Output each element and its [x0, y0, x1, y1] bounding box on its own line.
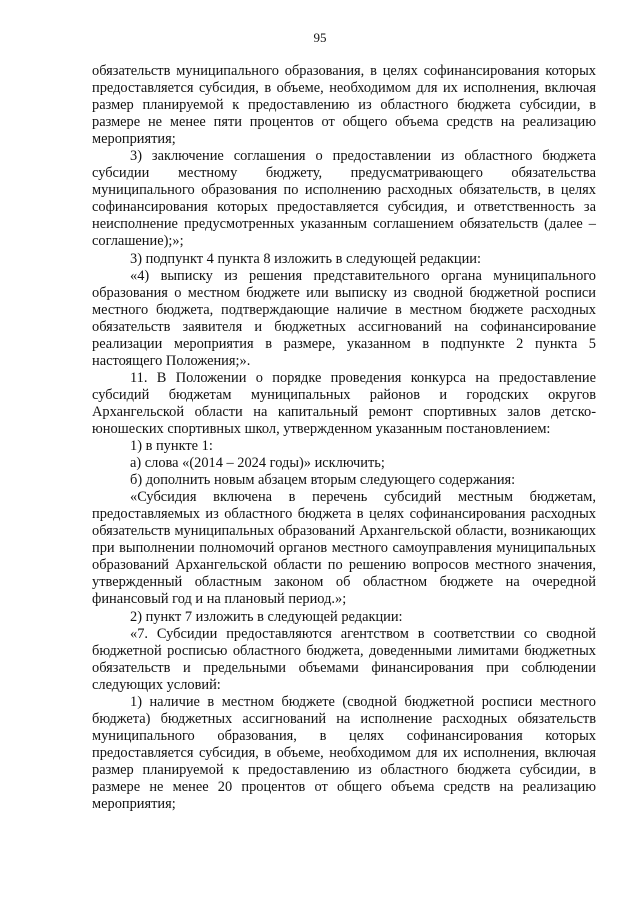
paragraph: «4) выписку из решения представительного органа муниципального образования о местном бюджете или выписку из сводной бюджетной росписи местного бюджета, подтверждающие наличие в местном бюджете расходных обязательств заявителя и бюджетных ассигнований на софинансирование реализации мероприятия в размере, указанном в подпункте 2 пункта 5 настоящего Положения;». — [92, 267, 596, 369]
paragraph: б) дополнить новым абзацем вторым следующего содержания: — [130, 472, 516, 489]
paragraph: «Субсидия включена в перечень субсидий местным бюджетам, предоставляемых из областного бюджета в целях софинансирования расходных обязательств муниципальных образований Архангельской области, возникающих при выполнении полномочий органов местного самоуправления муниципальных образований Архангельской области по решению вопросов местного значения, утвержденный областным законом об областном бюджете на очередной финансовый год и на плановый период.»; — [92, 489, 596, 608]
paragraph: 1) наличие в местном бюджете (сводной бюджетной росписи местного бюджета) бюджетных ассигнований на исполнение расходных обязательств муниципального образования, в целях софинансирования которых предоставляется субсидия, в объеме, необходимом для их исполнения, включая размер планируемой к предоставлению из областного бюджета субсидии, в размере не менее 20 процентов от общего объема средств на реализацию мероприятия; — [92, 693, 596, 813]
page-number: 95 — [313, 30, 327, 45]
paragraph: 2) пункт 7 изложить в следующей редакции: — [130, 608, 403, 625]
paragraph: 11. В Положении о порядке проведения конкурса на предоставление субсидий бюджетам муниципальных районов и городских округов Архангельской области на капитальный ремонт спортивных залов детско-юношеских спортивных школ, утвержденном указанным постановлением: — [92, 369, 596, 437]
paragraph: а) слова «(2014 – 2024 годы)» исключить; — [130, 455, 385, 472]
paragraph: 3) заключение соглашения о предоставлении из областного бюджета субсидии местному бюджету, предусматривающего обязательства муниципального образования по исполнению расходных обязательств, в целях софинансирования которых предоставляется субсидия, и ответственность за неисполнение предусмотренных указанным соглашением обязательств (далее – соглашение);»; — [92, 148, 596, 250]
paragraph: 3) подпункт 4 пункта 8 изложить в следующей редакции: — [130, 250, 481, 267]
document-body — [92, 63, 596, 813]
paragraph: «7. Субсидии предоставляются агентством в соответствии со сводной бюджетной росписью областного бюджета, доведенными лимитами бюджетных обязательств и предельными объемами финансирования при соблюдении следующих условий: — [92, 625, 596, 693]
paragraph: обязательств муниципального образования, в целях софинансирования которых предоставляется субсидия, в объеме, необходимом для их исполнения, включая размер планируемой к предоставлению из областного бюджета субсидии, в размере не менее пяти процентов от общего объема средств на реализацию мероприятия; — [92, 63, 596, 148]
paragraph: 1) в пункте 1: — [130, 438, 213, 455]
